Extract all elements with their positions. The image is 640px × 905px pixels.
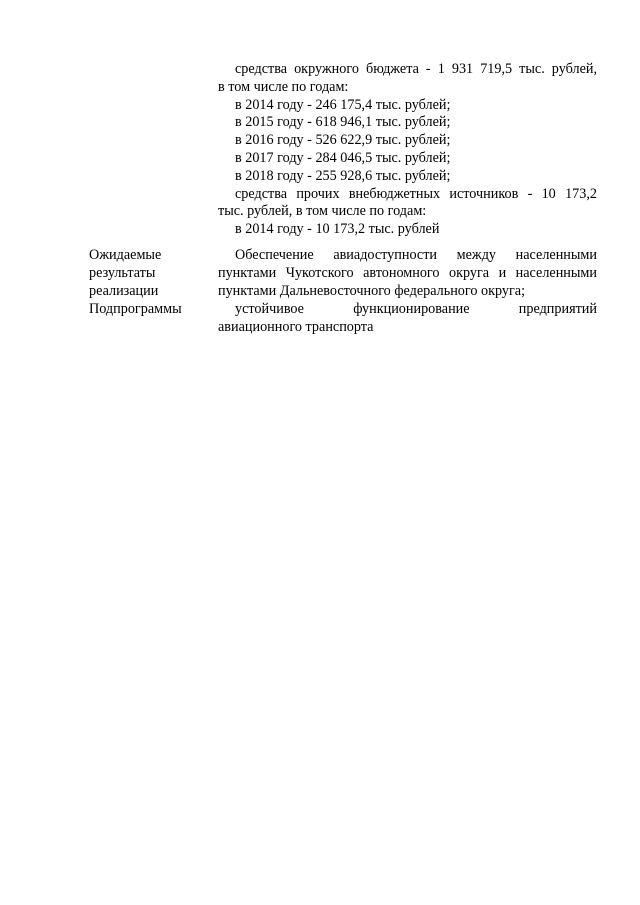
results-text <box>218 247 597 300</box>
results-text-line2: пунктами Чукотского автономного округа и населенными <box>218 264 597 281</box>
results-label-line1: Ожидаемые <box>89 247 162 263</box>
results-label <box>89 247 214 300</box>
results-text-line3: пунктами Дальневосточного федерального округа; <box>218 282 526 299</box>
results-label-line2: результаты <box>89 264 156 281</box>
subprograms-text-line2: авиационного транспорта <box>218 318 374 335</box>
subprograms-label <box>89 301 214 319</box>
results-text-line1: Обеспечение авиадоступности между населенными <box>235 247 597 263</box>
funding-year-2017: в 2017 году - 284 046,5 тыс. рублей; <box>235 149 451 166</box>
district-budget-line2: в том числе по годам: <box>218 78 349 95</box>
funding-year-2018: в 2018 году - 255 928,6 тыс. рублей; <box>235 167 451 184</box>
other-sources-line2: тыс. рублей, в том числе по годам: <box>218 203 427 220</box>
other-sources-year-2014: в 2014 году - 10 173,2 тыс. рублей <box>235 221 440 238</box>
results-label-line3: реализации <box>89 282 159 299</box>
funding-year-2014: в 2014 году - 246 175,4 тыс. рублей; <box>235 96 451 113</box>
funding-year-2016: в 2016 году - 526 622,9 тыс. рублей; <box>235 132 451 149</box>
funding-year-2015: в 2015 году - 618 946,1 тыс. рублей; <box>235 114 451 131</box>
subprograms-text <box>218 301 597 337</box>
subprograms-label-text: Подпрограммы <box>89 301 182 317</box>
subprograms-text-line1: устойчивое функционирование предприятий <box>235 301 597 317</box>
funding-section <box>218 61 597 239</box>
district-budget-line1: средства окружного бюджета - 1 931 719,5 тыс. рублей, <box>235 61 597 77</box>
other-sources-line1: средства прочих внебюджетных источников - 10 173,2 <box>235 185 597 202</box>
